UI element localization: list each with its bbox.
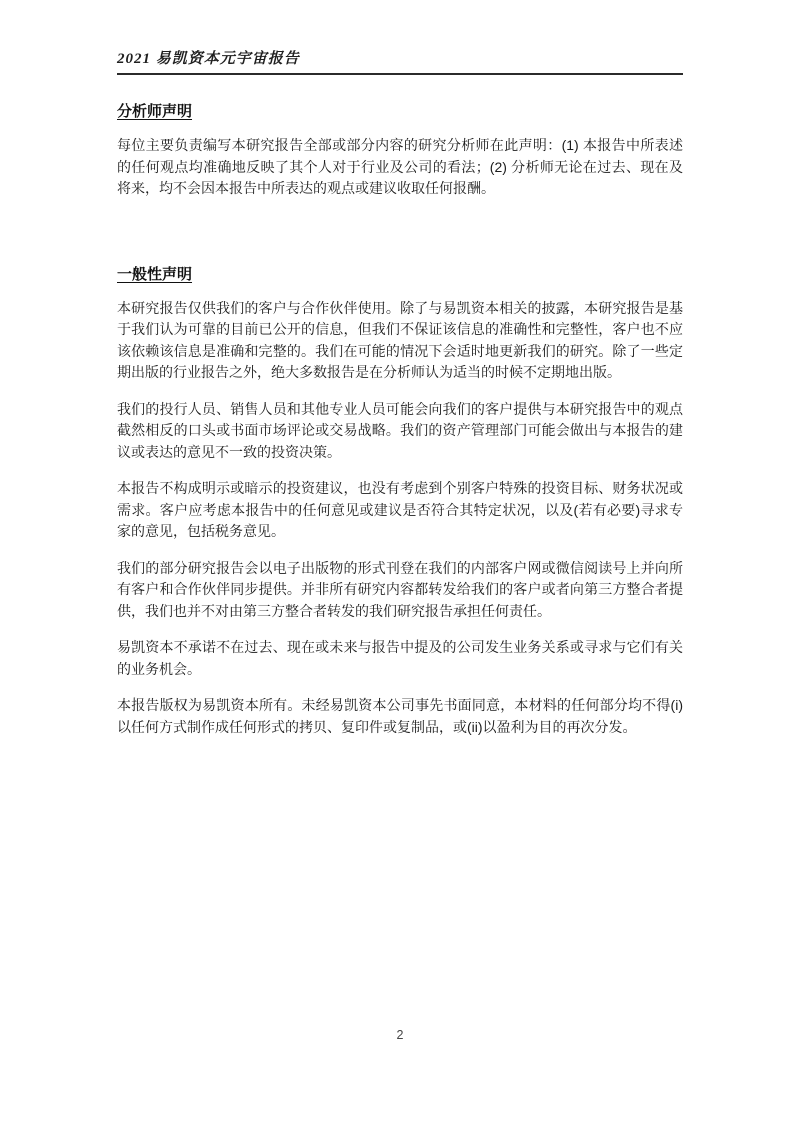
report-header-title: 2021 易凯资本元宇宙报告 xyxy=(117,51,300,67)
general-statement-paragraph-4: 我们的部分研究报告会以电子出版物的形式刊登在我们的内部客户网或微信阅读号上并向所有客户和合作伙伴同步提供。并非所有研究内容都转发给我们的客户或者向第三方整合者提供，我们也并不对由第三方整合者转发的我们研究报告承担任何责任。 xyxy=(117,559,683,619)
general-statement-paragraph-6: 本报告版权为易凯资本所有。未经易凯资本公司事先书面同意，本材料的任何部分均不得(i)以任何方式制作成任何形式的拷贝、复印件或复制品，或(ii)以盈利为目的再次分发。 xyxy=(117,697,683,735)
page-footer xyxy=(0,1026,800,1044)
analyst-statement-paragraph: 每位主要负责编写本研究报告全部或部分内容的研究分析师在此声明：(1) 本报告中所表述的任何观点均准确地反映了其个人对于行业及公司的看法；(2) 分析师无论在过去、现在及将来，均不会因本报告中所表达的观点或建议收取任何报酬。 xyxy=(117,137,683,196)
general-statement-paragraph-1: 本研究报告仅供我们的客户与合作伙伴使用。除了与易凯资本相关的披露，本研究报告是基于我们认为可靠的目前已公开的信息，但我们不保证该信息的准确性和完整性，客户也不应该依赖该信息是准确和完整的。我们在可能的情况下会适时地更新我们的研究。除了一些定期出版的行业报告之外，绝大多数报告是在分析师认为适当的时候不定期地出版。 xyxy=(117,299,683,380)
general-statement-paragraph-2: 我们的投行人员、销售人员和其他专业人员可能会向我们的客户提供与本研究报告中的观点截然相反的口头或书面市场评论或交易战略。我们的资产管理部门可能会做出与本报告的建议或表达的意见不一致的投资决策。 xyxy=(117,400,683,460)
section-heading-analyst-statement: 分析师声明 xyxy=(117,103,193,120)
report-header xyxy=(117,0,683,75)
section-heading-general-statement: 一般性声明 xyxy=(117,265,193,283)
general-statement-paragraph-5: 易凯资本不承诺不在过去、现在或未来与报告中提及的公司发生业务关系或寻求与它们有关的业务机会。 xyxy=(117,639,683,677)
section-analyst-statement xyxy=(117,100,683,200)
page-content xyxy=(117,0,683,738)
section-general-statement xyxy=(117,263,683,739)
page-number: 2 xyxy=(396,1028,404,1042)
general-statement-paragraph-3: 本报告不构成明示或暗示的投资建议，也没有考虑到个别客户特殊的投资目标、财务状况或需求。客户应考虑本报告中的任何意见或建议是否符合其特定状况，以及(若有必要)寻求专家的意见，包括税务意见。 xyxy=(117,480,683,539)
